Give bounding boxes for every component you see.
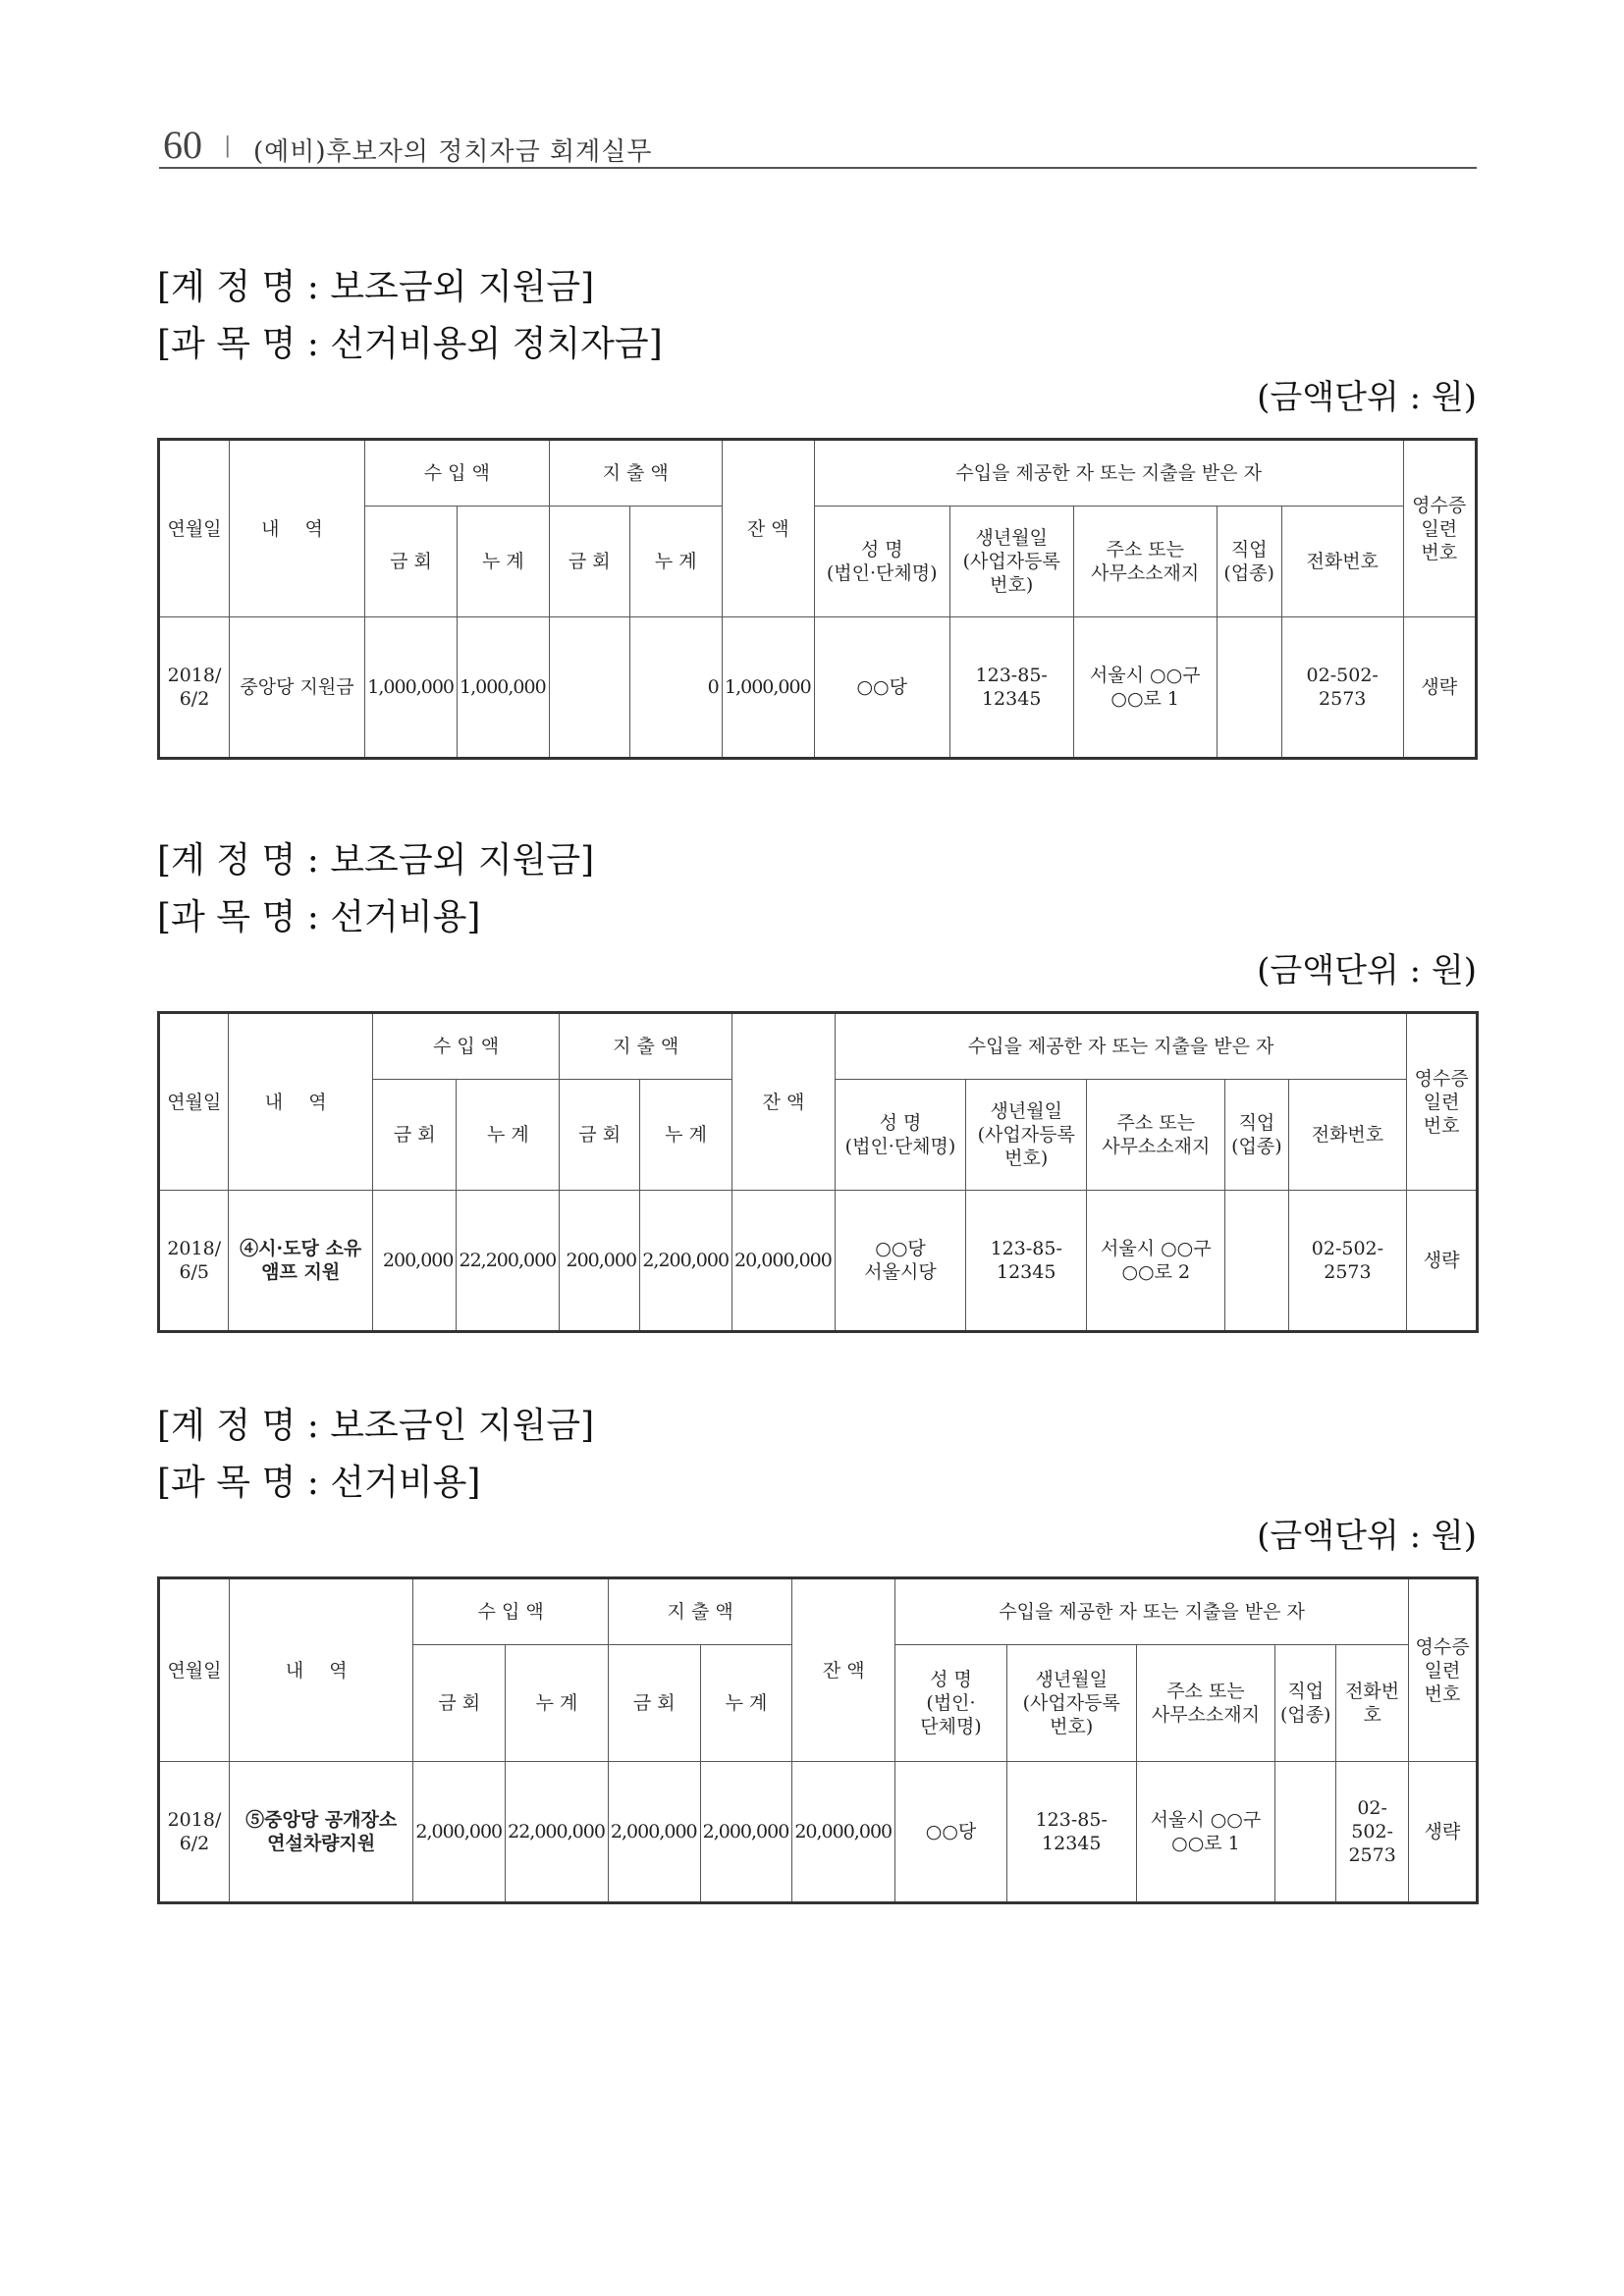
cell-name: ○○당 — [814, 617, 949, 759]
page-number: 60 — [163, 123, 202, 167]
header-desc: 내 역 — [229, 1013, 372, 1191]
cell-expense-cumulative: 0 — [629, 617, 722, 759]
table-row — [159, 1762, 1478, 1903]
header-job: 직업 (업종) — [1217, 507, 1281, 617]
header-phone: 전화번호 — [1288, 1080, 1407, 1191]
header-income-cumulative: 누 계 — [457, 1080, 560, 1191]
cell-expense-current — [549, 617, 629, 759]
header-party: 수입을 제공한 자 또는 지출을 받은 자 — [835, 1013, 1406, 1080]
amount-unit: (금액단위 : 원) — [1257, 378, 1477, 417]
header-address: 주소 또는 사무소소재지 — [1073, 507, 1217, 617]
header-phone: 전화번호 — [1281, 507, 1403, 617]
cell-desc: 중앙당 지원금 — [230, 617, 365, 759]
header-income-current: 금 회 — [413, 1645, 506, 1762]
header-name: 성 명 (법인· 단체명) — [895, 1645, 1007, 1762]
header-expense-cumulative: 누 계 — [629, 507, 722, 617]
header-desc: 내 역 — [229, 1578, 412, 1762]
header-expense-cumulative: 누 계 — [700, 1645, 792, 1762]
cell-desc: ⑤중앙당 공개장소 연설차량지원 — [229, 1762, 412, 1903]
ledger-table — [157, 1576, 1479, 1904]
header-name: 성 명 (법인·단체명) — [835, 1080, 965, 1191]
cell-income-cumulative: 1,000,000 — [458, 617, 550, 759]
header-expense: 지 출 액 — [560, 1013, 732, 1080]
cell-balance: 20,000,000 — [792, 1762, 895, 1903]
ledger-section-1 — [157, 259, 1479, 760]
cell-birth: 123-85-12345 — [949, 617, 1073, 759]
cell-job — [1275, 1762, 1336, 1903]
header-date: 연월일 — [159, 440, 230, 617]
cell-expense-current: 2,000,000 — [608, 1762, 700, 1903]
running-title: (예비)후보자의 정치자금 회계실무 — [253, 137, 653, 167]
cell-desc: ④시·도당 소유 앰프 지원 — [229, 1191, 372, 1332]
header-income: 수 입 액 — [372, 1013, 559, 1080]
header-birth: 생년월일 (사업자등록 번호) — [966, 1080, 1087, 1191]
cell-address: 서울시 ○○구 ○○로 1 — [1136, 1762, 1275, 1903]
header-party: 수입을 제공한 자 또는 지출을 받은 자 — [814, 440, 1403, 507]
cell-job — [1225, 1191, 1288, 1332]
cell-expense-cumulative: 2,200,000 — [640, 1191, 732, 1332]
header-income: 수 입 액 — [365, 440, 550, 507]
cell-income-current: 2,000,000 — [413, 1762, 506, 1903]
table-row — [159, 617, 1477, 759]
account-name: [계 정 명 : 보조금외 지원금] — [157, 840, 595, 881]
header-income-cumulative: 누 계 — [458, 507, 550, 617]
page-header — [159, 116, 1477, 169]
header-separator: | — [224, 133, 232, 158]
header-phone: 전화번 호 — [1336, 1645, 1409, 1762]
ledger-table — [157, 1011, 1479, 1333]
account-name: [계 정 명 : 보조금외 지원금] — [157, 267, 595, 307]
header-expense-current: 금 회 — [560, 1080, 640, 1191]
header-address: 주소 또는 사무소소재지 — [1087, 1080, 1225, 1191]
header-birth: 생년월일 (사업자등록 번호) — [1006, 1645, 1136, 1762]
ledger-table — [157, 438, 1478, 760]
cell-balance: 1,000,000 — [722, 617, 814, 759]
header-expense-current: 금 회 — [549, 507, 629, 617]
header-income-current: 금 회 — [365, 507, 458, 617]
cell-name: ○○당 — [895, 1762, 1007, 1903]
cell-phone: 02-502-2573 — [1281, 617, 1403, 759]
subject-name: [과 목 명 : 선거비용] — [157, 1463, 481, 1503]
cell-name: ○○당 서울시당 — [835, 1191, 965, 1332]
header-receipt: 영수증 일련 번호 — [1407, 1013, 1478, 1191]
header-income: 수 입 액 — [413, 1578, 609, 1645]
header-job: 직업 (업종) — [1225, 1080, 1288, 1191]
header-receipt: 영수증 일련 번호 — [1409, 1578, 1478, 1762]
account-name: [계 정 명 : 보조금인 지원금] — [157, 1406, 595, 1446]
cell-date: 2018/ 6/2 — [159, 1762, 230, 1903]
header-income-current: 금 회 — [372, 1080, 457, 1191]
subject-name: [과 목 명 : 선거비용] — [157, 897, 481, 937]
cell-phone: 02-502-2573 — [1288, 1191, 1407, 1332]
cell-date: 2018/ 6/2 — [159, 617, 230, 759]
header-desc: 내 역 — [230, 440, 365, 617]
header-date: 연월일 — [159, 1013, 229, 1191]
header-receipt: 영수증 일련 번호 — [1403, 440, 1476, 617]
header-address: 주소 또는 사무소소재지 — [1136, 1645, 1275, 1762]
cell-address: 서울시 ○○구 ○○로 2 — [1087, 1191, 1225, 1332]
header-balance: 잔 액 — [732, 1013, 836, 1191]
cell-income-current: 1,000,000 — [365, 617, 458, 759]
header-expense-current: 금 회 — [608, 1645, 700, 1762]
header-date: 연월일 — [159, 1578, 230, 1762]
cell-expense-cumulative: 2,000,000 — [700, 1762, 792, 1903]
amount-unit: (금액단위 : 원) — [1257, 1517, 1477, 1556]
cell-birth: 123-85-12345 — [966, 1191, 1087, 1332]
header-name: 성 명 (법인·단체명) — [814, 507, 949, 617]
cell-receipt: 생략 — [1407, 1191, 1478, 1332]
ledger-section-2 — [157, 832, 1479, 1333]
table-row — [159, 1191, 1478, 1332]
header-income-cumulative: 누 계 — [506, 1645, 609, 1762]
cell-receipt: 생략 — [1409, 1762, 1478, 1903]
amount-unit: (금액단위 : 원) — [1257, 951, 1477, 990]
subject-name: [과 목 명 : 선거비용외 정치자금] — [157, 324, 663, 364]
cell-balance: 20,000,000 — [732, 1191, 836, 1332]
cell-birth: 123-85-12345 — [1006, 1762, 1136, 1903]
cell-income-current: 200,000 — [372, 1191, 457, 1332]
cell-phone: 02-502- 2573 — [1336, 1762, 1409, 1903]
ledger-section-3 — [157, 1398, 1479, 1904]
header-expense: 지 출 액 — [608, 1578, 791, 1645]
cell-expense-current: 200,000 — [560, 1191, 640, 1332]
header-expense: 지 출 액 — [549, 440, 722, 507]
cell-income-cumulative: 22,000,000 — [506, 1762, 609, 1903]
cell-address: 서울시 ○○구 ○○로 1 — [1073, 617, 1217, 759]
header-party: 수입을 제공한 자 또는 지출을 받은 자 — [895, 1578, 1409, 1645]
cell-job — [1217, 617, 1281, 759]
header-job: 직업 (업종) — [1275, 1645, 1336, 1762]
header-balance: 잔 액 — [722, 440, 814, 617]
cell-receipt: 생략 — [1403, 617, 1476, 759]
header-balance: 잔 액 — [792, 1578, 895, 1762]
cell-income-cumulative: 22,200,000 — [457, 1191, 560, 1332]
header-expense-cumulative: 누 계 — [640, 1080, 732, 1191]
cell-date: 2018/ 6/5 — [159, 1191, 229, 1332]
header-birth: 생년월일 (사업자등록 번호) — [949, 507, 1073, 617]
